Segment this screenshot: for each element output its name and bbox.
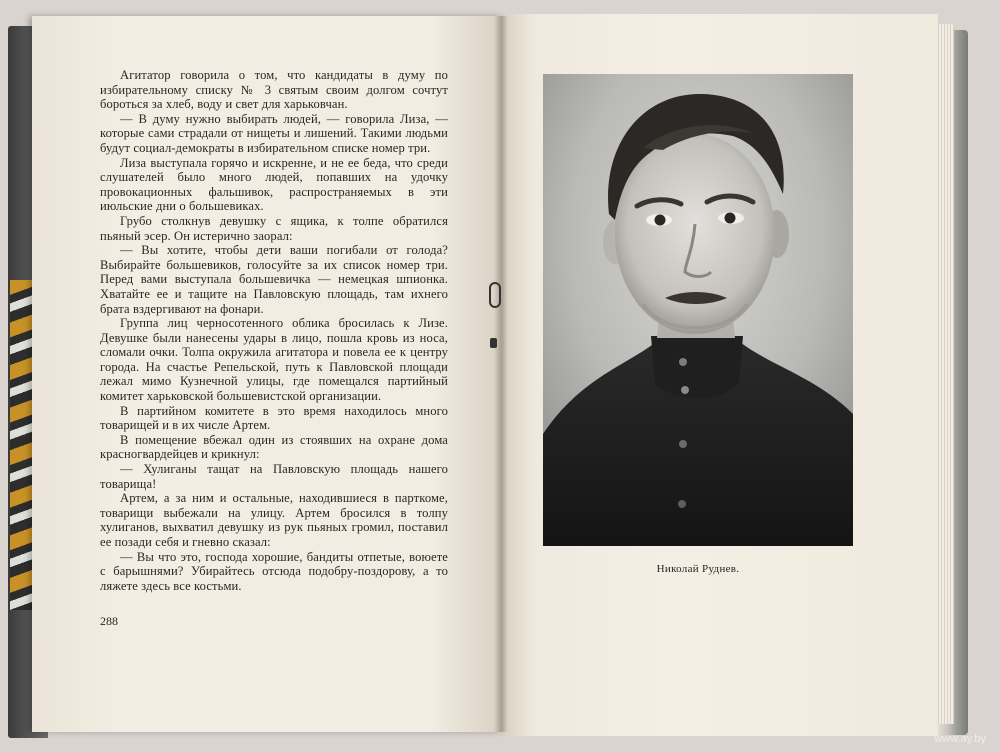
paragraph: В помещение вбежал один из стоявших на охране дома красногвардейцев и крикнул: (100, 432, 448, 462)
binding-clip (489, 282, 501, 308)
watermark: www.ay.by (934, 733, 986, 745)
paragraph: Грубо столкнув девушку с ящика, к толпе обратился пьяный эсер. Он истерично заорал: (100, 213, 448, 243)
paragraph: — Вы что это, господа хорошие, бандиты отпетые, воюете с барышнями? Убирайтесь отсюда подобру-поздорову, а то ляжете здесь все костьми. (100, 549, 448, 593)
paragraph: Группа лиц черносотенного облика бросилась к Лизе. Девушке были нанесены удары в лицо, пошла кровь из носа, сломали очки. Толпа окружила агитатора и повела ее к центру города. На счастье Репельской, путь к Павловской площади лежал мимо Кузнечной улицы, где помещался партийный комитет харьковской большевистской организации. (100, 316, 448, 404)
photo-caption: Николай Руднев. (656, 563, 740, 575)
paragraph: — Вы хотите, чтобы дети ваши погибали от голода? Выбирайте большевиков, голосуйте за их список номер три. Перед вами выступала большевичка — немецкая шпионка. Хватайте ее и тащите на Павловскую площадь, там ихнего брата вздергивают на фонари. (100, 243, 448, 316)
paragraph: Артем, а за ним и остальные, находившиеся в парткоме, товарищи выбежали на улицу. Артем бросился в толпу хулиганов, выхватил девушку из рук пьяных громил, поставил ее позади себя и гневно сказал: (100, 491, 448, 549)
page-number: 288 (100, 614, 118, 628)
paragraph: Агитатор говорила о том, что кандидаты в думу по избирательному списку № 3 святым своим долгом сочтут бороться за хлеб, воду и свет для харьковчан. (100, 68, 448, 112)
paragraph: — В думу нужно выбирать людей, — говорила Лиза, — которые сами страдали от нищеты и лишений. Такими людьми будут социал-демократы в избирательном списке номер три. (100, 111, 448, 155)
cover-ornament (10, 280, 32, 610)
paragraph: Лиза выступала горячо и искренне, и не ее беда, что среди слушателей было много людей, попавших на удочку провокационных фальшивок, распространяемых в эти июльские дни о большевиках. (100, 155, 448, 214)
portrait-photo (543, 74, 853, 546)
paragraph: В партийном комитете в это время находилось много товарищей и в их числе Артем. (100, 403, 448, 433)
book-gutter (494, 16, 508, 732)
paragraph: — Хулиганы тащат на Павловскую площадь нашего товарища! (100, 462, 448, 491)
binding-clip (490, 338, 497, 348)
left-page-text (100, 68, 448, 593)
